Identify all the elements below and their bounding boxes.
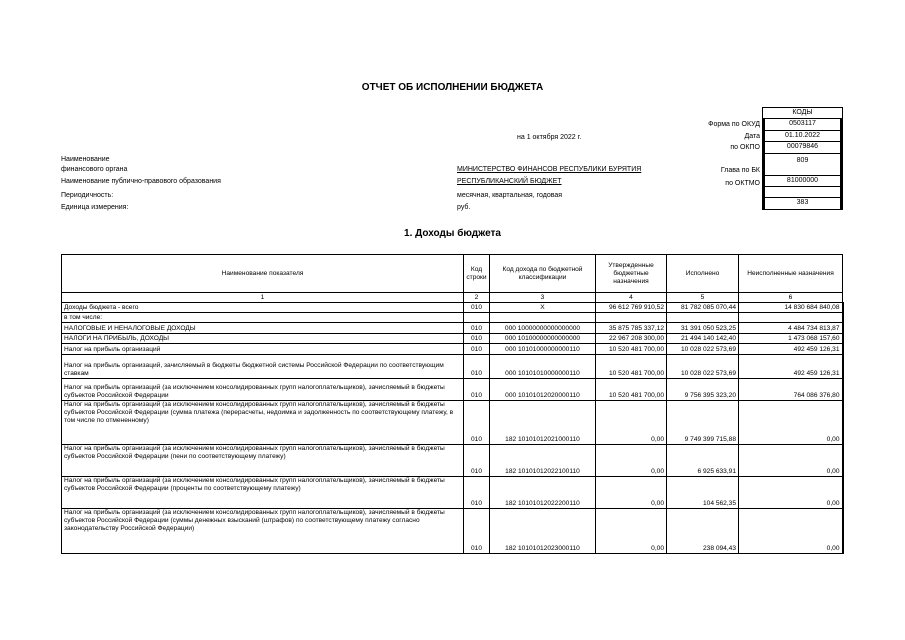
row-code: 182 10101012022200110	[490, 477, 596, 509]
label-glava: Глава по БК	[720, 167, 760, 174]
row-approved: 96 612 769 910,52	[596, 303, 667, 313]
label-form-okud: Форма по ОКУД	[708, 121, 760, 128]
col-number: 5	[667, 293, 739, 303]
row-code: 000 10101010000000110	[490, 355, 596, 379]
row-unexecuted	[739, 313, 843, 323]
col-header-name: Наименование показателя	[62, 255, 464, 293]
row-line: 010	[464, 401, 490, 445]
row-approved: 0,00	[596, 477, 667, 509]
row-line: 010	[464, 355, 490, 379]
code-oktmo: 81000000	[763, 176, 842, 187]
row-line: 010	[464, 303, 490, 313]
row-name: Налог на прибыль организаций (за исключением консолидированных групп налогоплательщиков), зачисляемый в бюджеты субъектов Российской Федерации (пени по соответствующему платежу)	[62, 445, 464, 477]
row-line: 010	[464, 379, 490, 401]
label-okpo: по ОКПО	[730, 144, 760, 151]
row-unexecuted: 764 086 376,80	[739, 379, 843, 401]
row-code: X	[490, 303, 596, 313]
table-row	[62, 445, 843, 477]
value-ppo: РЕСПУБЛИКАНСКИЙ БЮДЖЕТ	[457, 178, 562, 185]
row-code: 000 10100000000000000	[490, 334, 596, 344]
row-unexecuted: 0,00	[739, 445, 843, 477]
label-oktmo: по ОКТМО	[725, 180, 760, 187]
row-executed: 9 756 395 323,20	[667, 379, 739, 401]
row-code: 000 10000000000000000	[490, 323, 596, 334]
row-executed: 31 391 050 523,25	[667, 323, 739, 334]
revenue-table	[61, 254, 844, 554]
row-name: НАЛОГОВЫЕ И НЕНАЛОГОВЫЕ ДОХОДЫ	[62, 323, 464, 334]
row-executed: 9 749 399 715,88	[667, 401, 739, 445]
row-approved: 10 520 481 700,00	[596, 355, 667, 379]
row-line: 010	[464, 334, 490, 344]
row-unexecuted: 4 484 734 813,87	[739, 323, 843, 334]
row-approved: 10 520 481 700,00	[596, 379, 667, 401]
code-okud: 0503117	[763, 119, 842, 130]
row-approved: 0,00	[596, 445, 667, 477]
code-date: 01.10.2022	[763, 131, 842, 142]
row-name: Налог на прибыль организаций	[62, 344, 464, 355]
row-line: 010	[464, 445, 490, 477]
row-code: 182 10101012021000110	[490, 401, 596, 445]
report-date-line: на 1 октября 2022 г.	[517, 134, 582, 141]
row-code: 000 10101012020000110	[490, 379, 596, 401]
col-number: 4	[596, 293, 667, 303]
row-code: 000 10101000000000110	[490, 344, 596, 355]
col-header-approved: Утвержденные бюджетные назначения	[596, 255, 667, 293]
row-executed: 238 094,43	[667, 509, 739, 554]
row-name: Налог на прибыль организаций (за исключением консолидированных групп налогоплательщиков), зачисляемый в бюджеты субъектов Российской Федерации (сумма платежа (перерасчеты, недоимка и задолженность по соответствующему платежу, в том числе по отмененному)	[62, 401, 464, 445]
row-line: 010	[464, 344, 490, 355]
table-row	[62, 344, 843, 355]
table-row	[62, 379, 843, 401]
row-code: 182 10101012023000110	[490, 509, 596, 554]
table-row	[62, 355, 843, 379]
row-name: Налог на прибыль организаций (за исключением консолидированных групп налогоплательщиков), зачисляемый в бюджеты субъектов Российской Федерации (проценты по соответствующему платежу)	[62, 477, 464, 509]
row-executed: 104 562,35	[667, 477, 739, 509]
label-fin-org-1: Наименование	[61, 156, 110, 163]
table-row	[62, 334, 843, 344]
row-name: Налог на прибыль организаций (за исключением консолидированных групп налогоплательщиков), зачисляемый в бюджеты субъектов Российской Федерации	[62, 379, 464, 401]
table-row	[62, 401, 843, 445]
row-unexecuted: 14 830 684 840,08	[739, 303, 843, 313]
row-unexecuted: 0,00	[739, 477, 843, 509]
row-line	[464, 313, 490, 323]
row-code: 182 10101012022100110	[490, 445, 596, 477]
code-glava: 809	[763, 154, 842, 176]
row-unexecuted: 492 459 126,31	[739, 355, 843, 379]
row-executed: 6 925 633,91	[667, 445, 739, 477]
section-title: 1. Доходы бюджета	[404, 228, 501, 239]
row-name: Налог на прибыль организаций, зачисляемый в бюджеты бюджетной системы Российской Федерации по соответствующим ставкам	[62, 355, 464, 379]
row-name: НАЛОГИ НА ПРИБЫЛЬ, ДОХОДЫ	[62, 334, 464, 344]
col-header-code: Код дохода по бюджетной классификации	[490, 255, 596, 293]
table-row	[62, 477, 843, 509]
row-name: в том числе:	[62, 313, 464, 323]
label-ppo: Наименование публично-правового образования	[61, 178, 221, 185]
col-number: 3	[490, 293, 596, 303]
row-approved: 10 520 481 700,00	[596, 344, 667, 355]
row-approved	[596, 313, 667, 323]
row-executed: 21 494 140 142,40	[667, 334, 739, 344]
table-row	[62, 313, 843, 323]
row-name: Налог на прибыль организаций (за исключением консолидированных групп налогоплательщиков), зачисляемый в бюджеты субъектов Российской Федерации (суммы денежных взысканий (штрафов) по соответствующему платежу согласно законодательству Российской Федерации)	[62, 509, 464, 554]
label-fin-org-2: финансового органа	[61, 166, 128, 173]
row-line: 010	[464, 477, 490, 509]
row-executed: 10 028 022 573,69	[667, 355, 739, 379]
code-unit: 383	[763, 198, 842, 208]
row-unexecuted: 0,00	[739, 509, 843, 554]
code-okpo: 00079846	[763, 142, 842, 153]
row-approved: 22 967 208 300,00	[596, 334, 667, 344]
row-unexecuted: 0,00	[739, 401, 843, 445]
row-executed: 10 028 022 573,69	[667, 344, 739, 355]
row-code	[490, 313, 596, 323]
row-unexecuted: 492 459 126,31	[739, 344, 843, 355]
row-unexecuted: 1 473 068 157,60	[739, 334, 843, 344]
col-header-executed: Исполнено	[667, 255, 739, 293]
col-number: 2	[464, 293, 490, 303]
row-line: 010	[464, 323, 490, 334]
row-executed: 81 782 085 070,44	[667, 303, 739, 313]
value-fin-org: МИНИСТЕРСТВО ФИНАНСОВ РЕСПУБЛИКИ БУРЯТИЯ	[457, 166, 642, 173]
col-header-unexecuted: Неисполненные назначения	[739, 255, 843, 293]
table-row	[62, 303, 843, 313]
col-header-line: Код строки	[464, 255, 490, 293]
label-unit: Единица измерения:	[61, 204, 129, 211]
codes-heading: КОДЫ	[763, 108, 842, 119]
label-date: Дата	[744, 133, 760, 140]
row-line: 010	[464, 509, 490, 554]
value-unit: руб.	[457, 204, 471, 211]
row-executed	[667, 313, 739, 323]
row-name: Доходы бюджета - всего	[62, 303, 464, 313]
code-blank	[763, 187, 842, 198]
row-approved: 0,00	[596, 509, 667, 554]
row-approved: 0,00	[596, 401, 667, 445]
row-approved: 35 875 785 337,12	[596, 323, 667, 334]
label-period: Периодичность:	[61, 192, 114, 199]
table-row	[62, 509, 843, 554]
codes-box	[762, 107, 843, 210]
value-period: месячная, квартальная, годовая	[457, 192, 563, 199]
col-number: 1	[62, 293, 464, 303]
report-title: ОТЧЕТ ОБ ИСПОЛНЕНИИ БЮДЖЕТА	[361, 82, 544, 93]
table-row	[62, 323, 843, 334]
col-number: 6	[739, 293, 843, 303]
